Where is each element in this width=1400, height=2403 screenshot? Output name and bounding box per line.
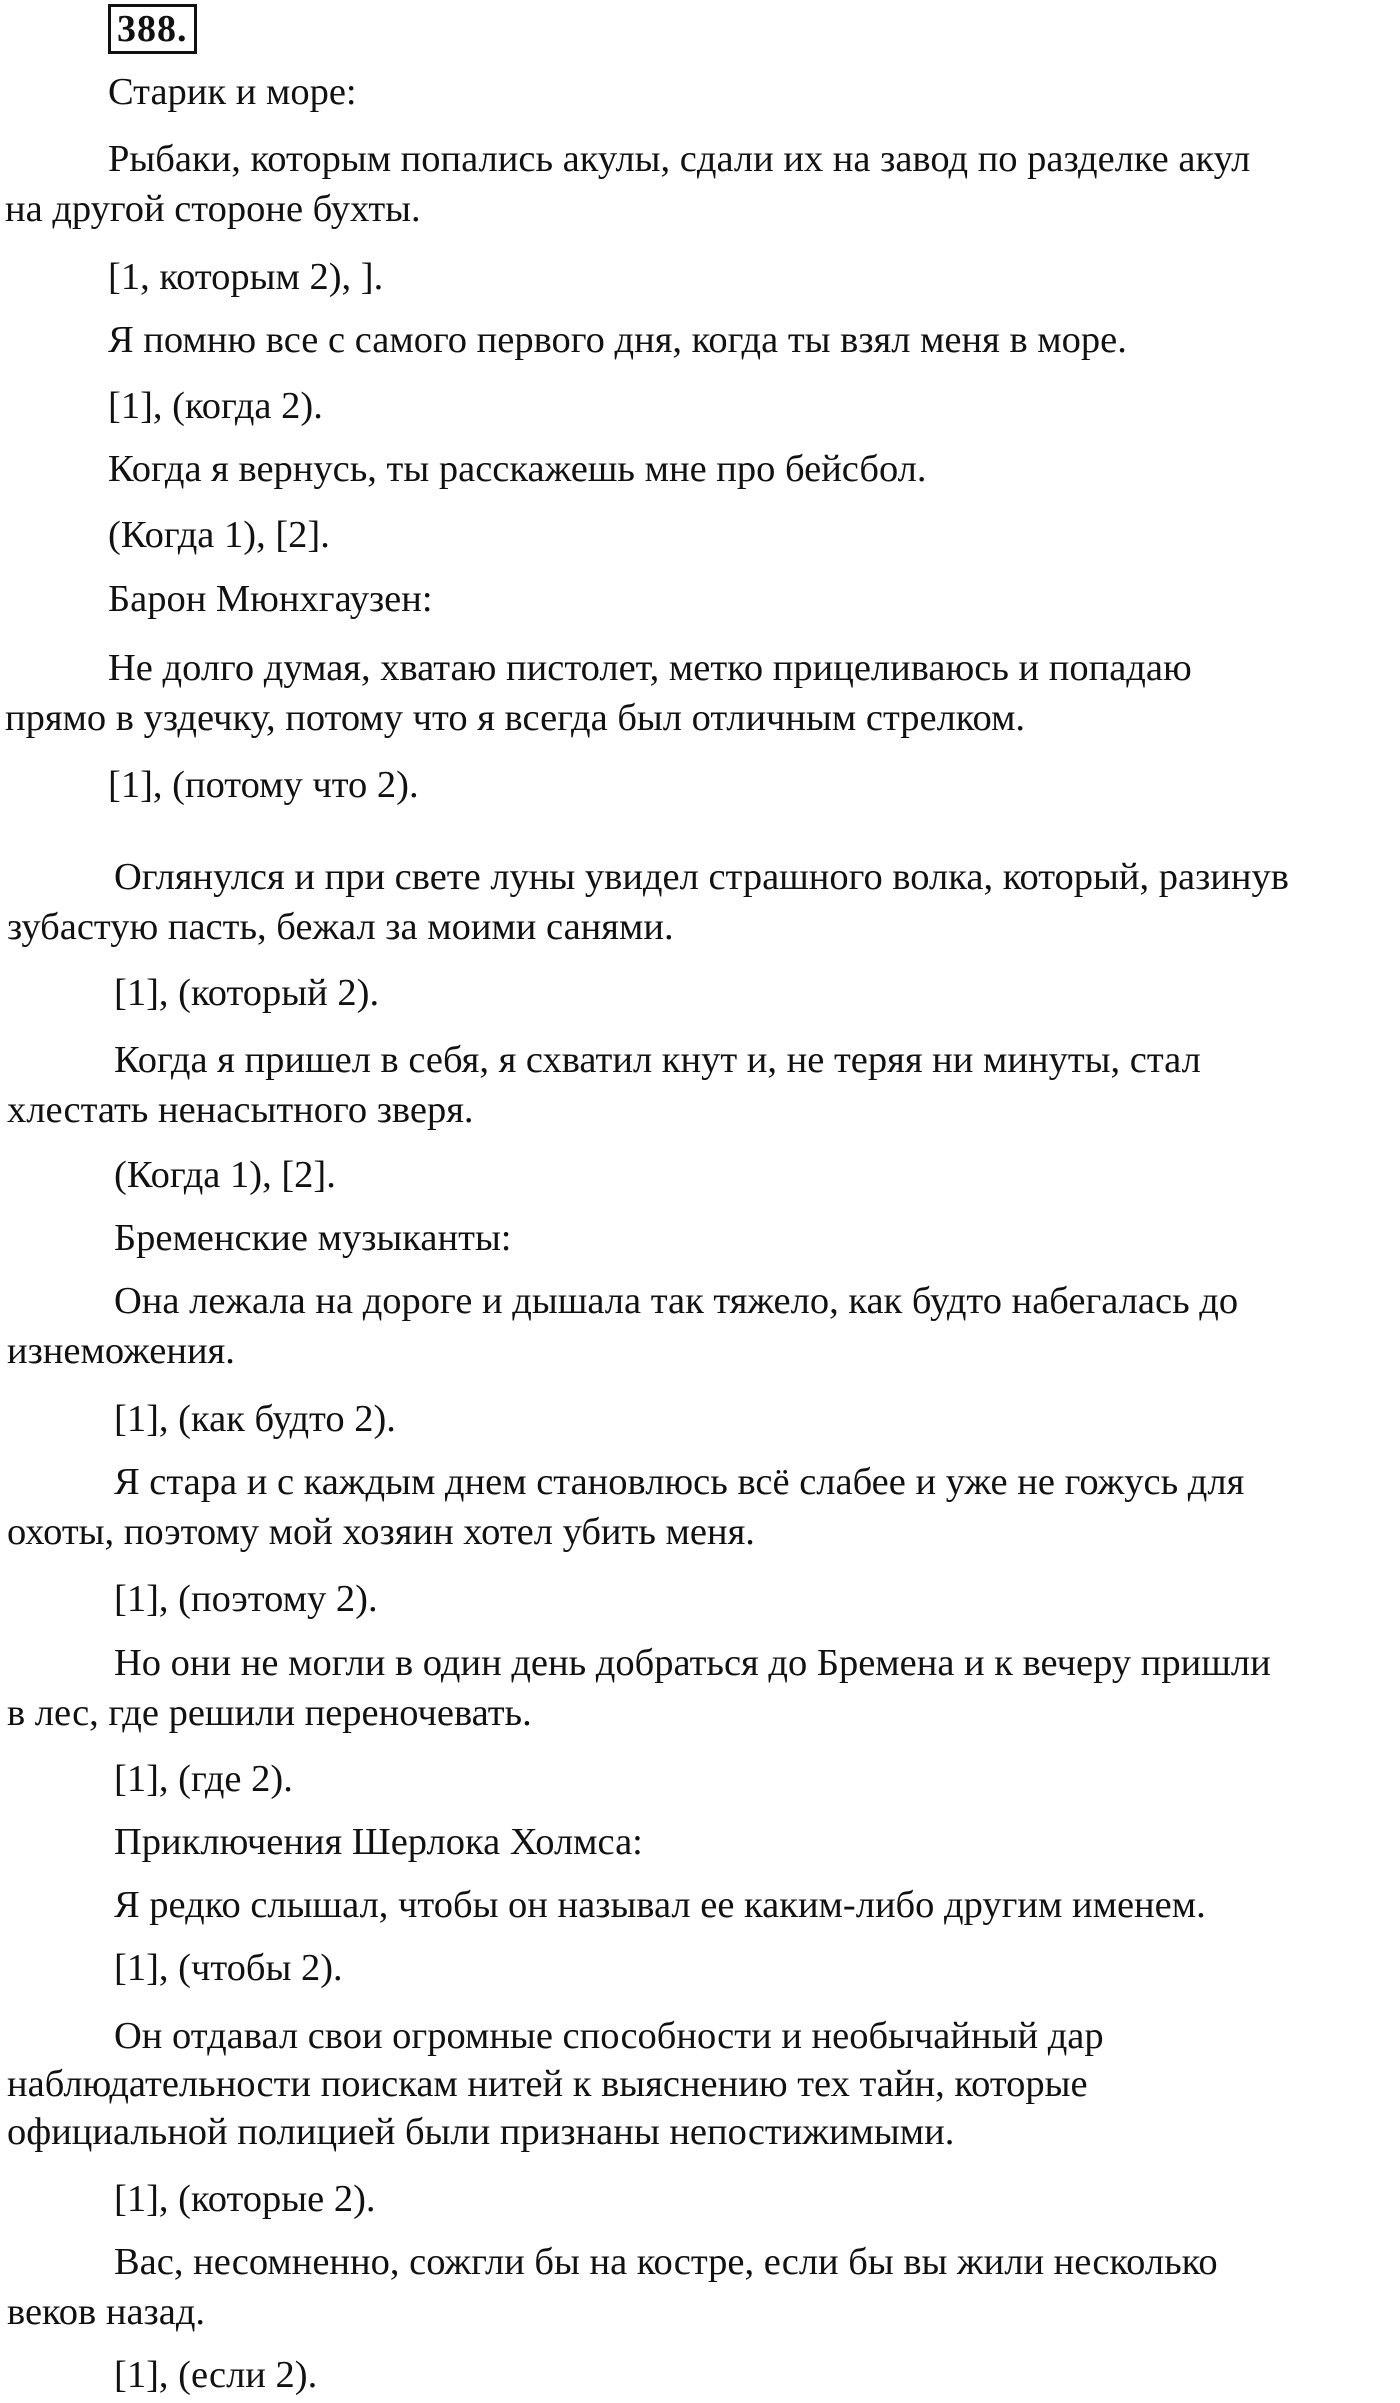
sentence-line: Она лежала на дороге и дышала так тяжело, как будто набегалась до bbox=[114, 1280, 1239, 1322]
sentence-line: Но они не могли в один день добраться до Бремена и к вечеру пришли bbox=[114, 1642, 1271, 1684]
section-title-old-man-and-sea: Старик и море: bbox=[108, 71, 357, 113]
sentence-line: наблюдательности поискам нитей к выяснению тех тайн, которые bbox=[7, 2063, 1088, 2105]
scheme-line: [1], (если 2). bbox=[114, 2354, 318, 2396]
sentence-line: Когда я пришел в себя, я схватил кнут и, не теряя ни минуты, стал bbox=[114, 1039, 1201, 1081]
sentence-line: официальной полицией были признаны непостижимыми. bbox=[7, 2111, 955, 2153]
sentence-line: изнеможения. bbox=[7, 1330, 235, 1372]
scheme-line: [1], (потому что 2). bbox=[108, 764, 419, 806]
scheme-line: [1], (где 2). bbox=[114, 1758, 293, 1800]
scheme-line: (Когда 1), [2]. bbox=[108, 514, 330, 556]
sentence-line: зубастую пасть, бежал за моими санями. bbox=[7, 906, 674, 948]
section-title-baron-munchausen: Барон Мюнхгаузен: bbox=[108, 578, 433, 620]
section-title-bremen-musicians: Бременские музыканты: bbox=[114, 1217, 512, 1259]
scheme-line: (Когда 1), [2]. bbox=[114, 1154, 336, 1196]
sentence-line: Он отдавал свои огромные способности и необычайный дар bbox=[114, 2015, 1104, 2057]
sentence-line: Не долго думая, хватаю пистолет, метко прицеливаюсь и попадаю bbox=[108, 647, 1192, 689]
scheme-line: [1], (которые 2). bbox=[114, 2178, 376, 2220]
sentence-line: охоты, поэтому мой хозяин хотел убить меня. bbox=[7, 1511, 755, 1553]
scheme-line: [1], (который 2). bbox=[114, 972, 380, 1014]
sentence-line: Я помню все с самого первого дня, когда ты взял меня в море. bbox=[108, 319, 1127, 361]
scheme-line: [1], (чтобы 2). bbox=[114, 1947, 343, 1989]
sentence-line: Оглянулся и при свете луны увидел страшного волка, который, разинув bbox=[114, 856, 1289, 898]
scheme-line: [1], (когда 2). bbox=[108, 385, 323, 427]
sentence-line: веков назад. bbox=[7, 2291, 206, 2333]
scheme-line: [1], (поэтому 2). bbox=[114, 1578, 378, 1620]
sentence-line: хлестать ненасытного зверя. bbox=[7, 1089, 474, 1131]
sentence-line: Когда я вернусь, ты расскажешь мне про бейсбол. bbox=[108, 448, 927, 490]
sentence-line: на другой стороне бухты. bbox=[5, 188, 421, 230]
scheme-line: [1, которым 2), ]. bbox=[108, 256, 384, 298]
sentence-line: Я редко слышал, чтобы он называл ее каким-либо другим именем. bbox=[114, 1884, 1206, 1926]
section-title-sherlock-holmes: Приключения Шерлока Холмса: bbox=[114, 1821, 643, 1863]
sentence-line: прямо в уздечку, потому что я всегда был отличным стрелком. bbox=[5, 697, 1026, 739]
sentence-line: Я стара и с каждым днем становлюсь всё слабее и уже не гожусь для bbox=[114, 1461, 1245, 1503]
scheme-line: [1], (как будто 2). bbox=[114, 1398, 396, 1440]
sentence-line: Вас, несомненно, сожгли бы на костре, если бы вы жили несколько bbox=[114, 2241, 1218, 2283]
sentence-line: Рыбаки, которым попались акулы, сдали их на завод по разделке акул bbox=[108, 138, 1251, 180]
exercise-number: 388. bbox=[108, 4, 197, 54]
sentence-line: в лес, где решили переночевать. bbox=[7, 1692, 532, 1734]
